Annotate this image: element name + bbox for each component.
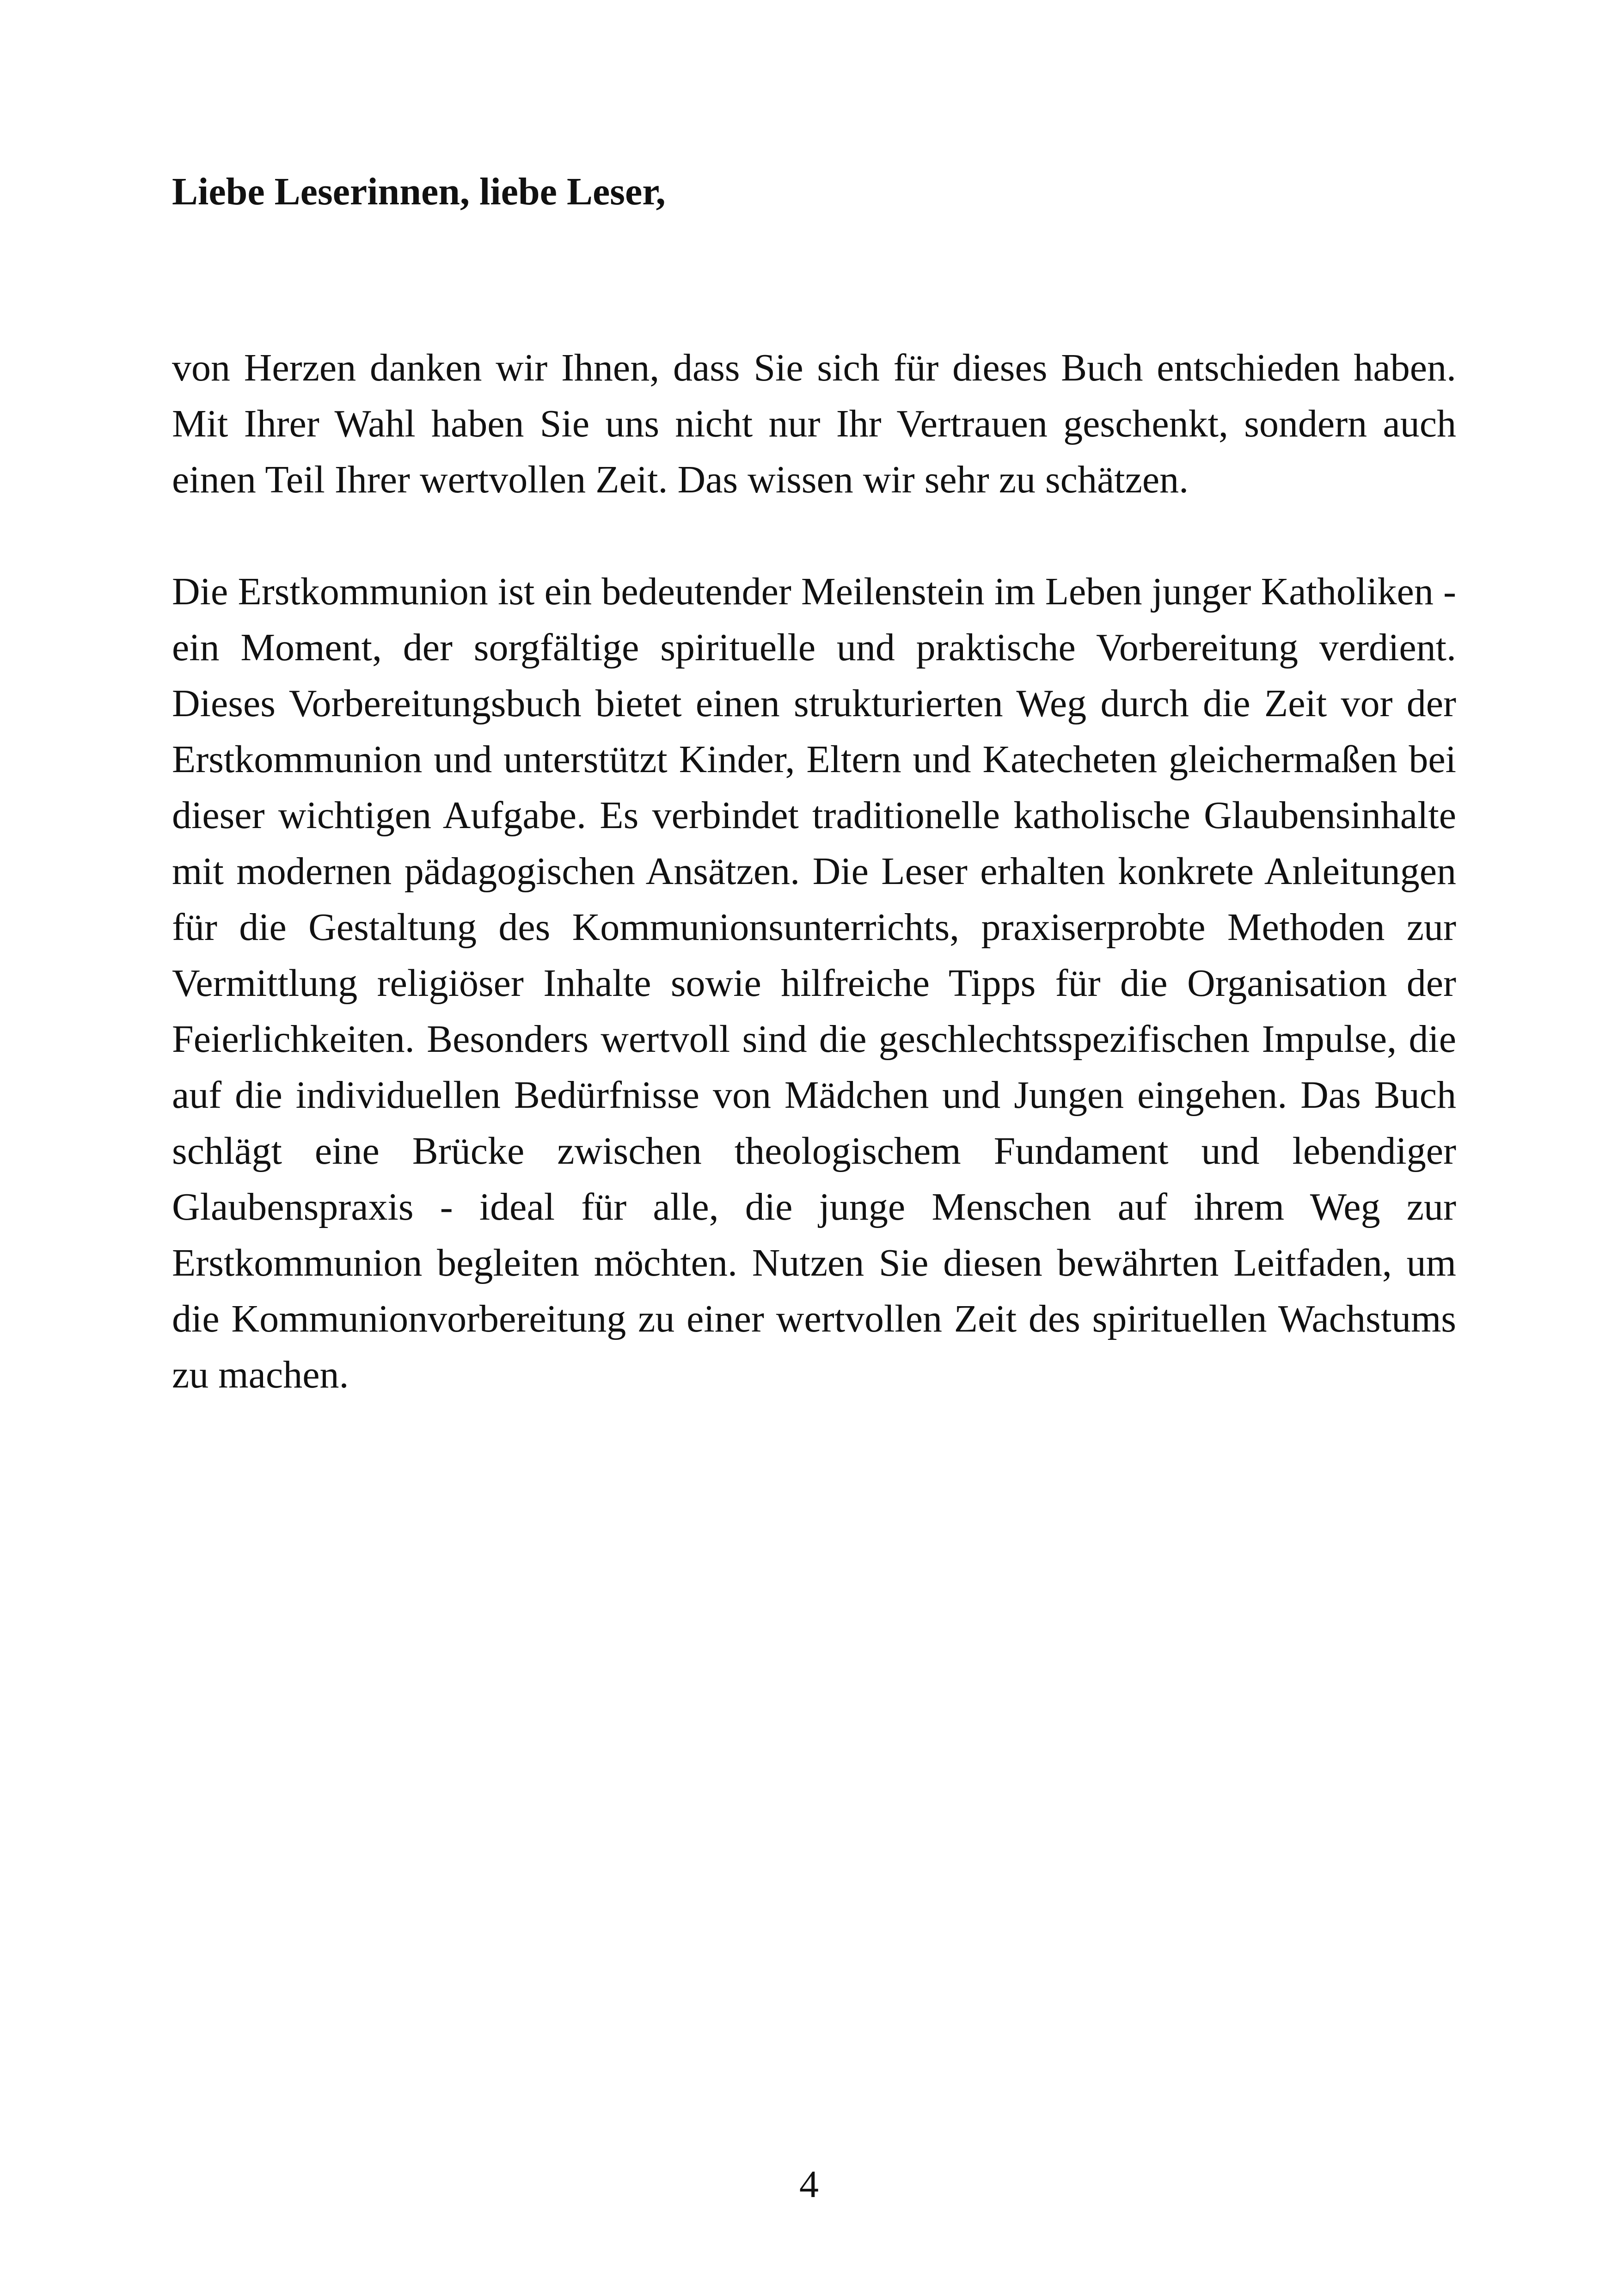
salutation-heading: Liebe Leserinnen, liebe Leser,: [172, 170, 666, 213]
book-description-paragraph: Die Erstkommunion ist ein bedeutender Meilenstein im Leben junger Katholiken - ein Moment, der sorgfältige spirituelle und praktische Vorbereitung verdient. Dieses Vorbereitungsbuch bietet einen strukturierten Weg durch die Zeit vor der Erstkommunion und unterstützt Kinder, Eltern und Katecheten gleichermaßen bei dieser wichtigen Aufgabe. Es verbindet traditionelle katholische Glaubensinhalte mit modernen pädagogischen Ansätzen. Die Leser erhalten konkrete Anleitungen für die Gestaltung des Kommunionsunterrichts, praxiserprobte Methoden zur Vermittlung religiöser Inhalte sowie hilfreiche Tipps für die Organisation der Feierlichkeiten. Besonders wertvoll sind die geschlechtsspezifischen Impulse, die auf die individuellen Bedürfnisse von Mädchen und Jungen eingehen. Das Buch schlägt eine Brücke zwischen theologischem Fundament und lebendiger Glaubenspraxis - ideal für alle, die junge Menschen auf ihrem Weg zur Erstkommunion begleiten möchten. Nutzen Sie diesen bewährten Leitfaden, um die Kommunionvorbereitung zu einer wertvollen Zeit des spirituellen Wachstums zu machen.: [172, 570, 1456, 1396]
page-number: 4: [799, 2163, 819, 2206]
intro-paragraph: von Herzen danken wir Ihnen, dass Sie sich für dieses Buch entschieden haben. Mit Ihrer Wahl haben Sie uns nicht nur Ihr Vertrauen geschenkt, sondern auch einen Teil Ihrer wertvollen Zeit. Das wissen wir sehr zu schätzen.: [172, 346, 1456, 501]
letter-content: [172, 166, 1456, 1403]
